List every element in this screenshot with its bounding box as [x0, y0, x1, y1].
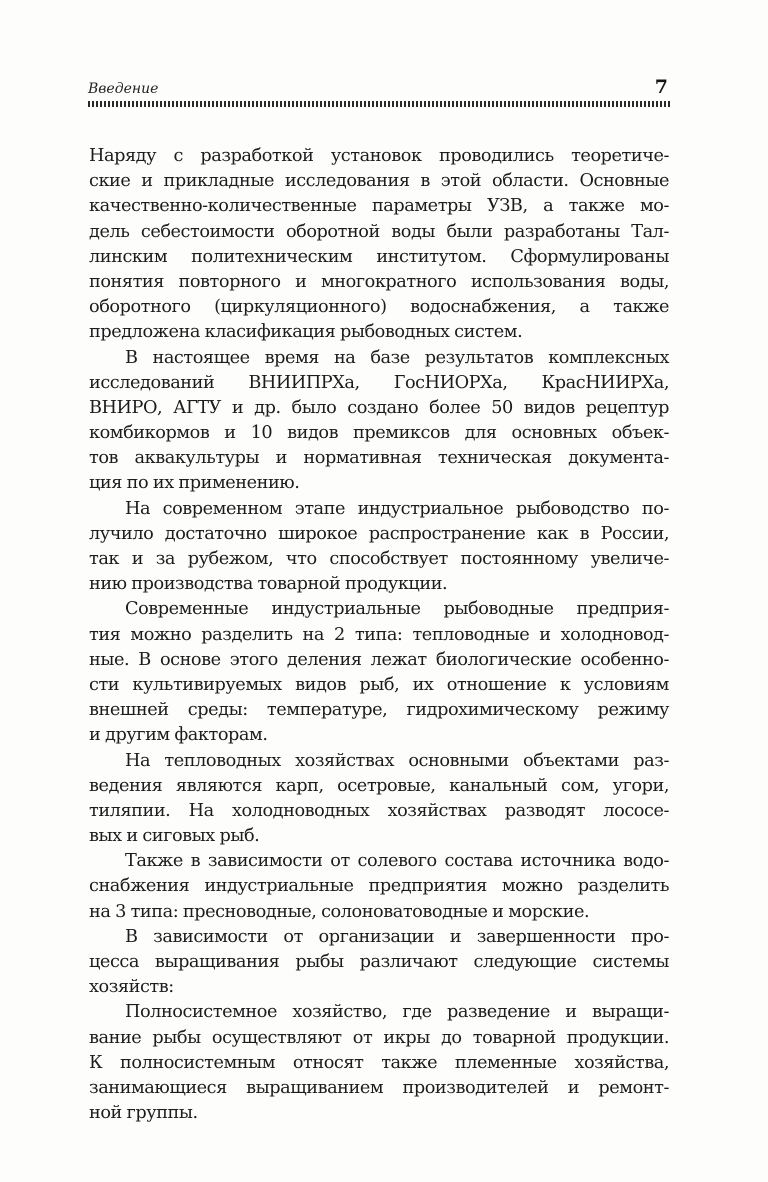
text-line: понятия повторного и многократного использования воды, [89, 271, 669, 292]
text-line: на 3 типа: пресноводные, солоноватоводные и морские. [89, 901, 590, 922]
text-line: ведения являются карп, осетровые, канальный сом, угори, [89, 775, 669, 796]
text-line: Полносистемное хозяйство, где разведение и выращи- [125, 1002, 669, 1023]
text-line: оборотного (циркуляционного) водоснабжения, а также [89, 297, 669, 318]
text-line: занимающиеся выращиванием производителей и ремонт- [89, 1077, 669, 1098]
text-line: качественно-количественные параметры УЗВ, а также мо- [89, 196, 669, 217]
text-line: К полносистемным относят также племенные хозяйства, [89, 1052, 669, 1073]
text-line: тиляпии. На холодноводных хозяйствах разводят лососе- [89, 800, 669, 821]
section-title: Введение [88, 81, 159, 97]
body-text [89, 144, 669, 1126]
text-line: цесса выращивания рыбы различают следующие системы [89, 952, 669, 972]
text-line: тия можно разделить на 2 типа: тепловодные и холодновод- [89, 624, 669, 645]
text-line: тов аквакультуры и нормативная техническая документа- [89, 448, 669, 469]
text-line: Современные индустриальные рыбоводные предприя- [125, 599, 669, 620]
text-line: На современном этапе индустриальное рыбоводство по- [125, 498, 669, 519]
paragraph [89, 925, 669, 1001]
text-line: нию производства товарной продукции. [89, 574, 448, 595]
text-line: ные. В основе этого деления лежат биологические особенно- [89, 649, 669, 670]
header-dotted-rule [88, 101, 670, 107]
text-line: снабжения индустриальные предприятия можно разделить [89, 876, 669, 897]
text-line: В настоящее время на базе результатов комплексных [125, 347, 669, 368]
paragraph [89, 1000, 669, 1126]
paragraph [89, 346, 669, 497]
text-line: вых и сиговых рыб. [89, 826, 260, 847]
text-line: ские и прикладные исследования в этой области. Основные [89, 171, 669, 192]
page-number: 7 [654, 76, 668, 98]
text-line: На тепловодных хозяйствах основными объектами раз- [125, 750, 669, 771]
text-line: сти культивируемых видов рыб, их отношение к условиям [89, 674, 669, 695]
text-line: дель себестоимости оборотной воды были разработаны Тал- [89, 221, 669, 242]
running-header [88, 76, 670, 99]
text-line: ной группы. [89, 1103, 198, 1124]
text-line: ция по их применению. [89, 473, 300, 494]
text-line: Наряду с разработкой установок проводились теоретиче- [89, 146, 669, 166]
paragraph [89, 497, 669, 598]
text-line: В зависимости от организации и завершенности про- [125, 926, 669, 947]
text-line: так и за рубежом, что способствует постоянному увеличе- [89, 549, 669, 569]
paragraph [89, 144, 669, 346]
text-line: предложена класификация рыбоводных систем. [89, 322, 523, 343]
text-line: Также в зависимости от солевого состава источника водо- [125, 851, 669, 872]
paragraph [89, 849, 669, 925]
text-line: и другим факторам. [89, 725, 268, 746]
text-line: хозяйств: [89, 977, 174, 998]
text-line: вание рыбы осуществляют от икры до товарной продукции. [89, 1027, 669, 1048]
paragraph [89, 597, 669, 748]
text-line: внешней среды: температуре, гидрохимическому режиму [89, 700, 669, 721]
text-line: комбикормов и 10 видов премиксов для основных объек- [89, 423, 669, 444]
text-line: линским политехническим институтом. Сформулированы [89, 246, 669, 267]
paragraph [89, 749, 669, 850]
text-line: исследований ВНИИПРХа, ГосНИОРХа, КрасНИИРХа, [89, 372, 669, 393]
text-line: ВНИРО, АГТУ и др. было создано более 50 видов рецептур [89, 397, 669, 418]
text-line: лучило достаточно широкое распространение как в России, [89, 523, 669, 544]
